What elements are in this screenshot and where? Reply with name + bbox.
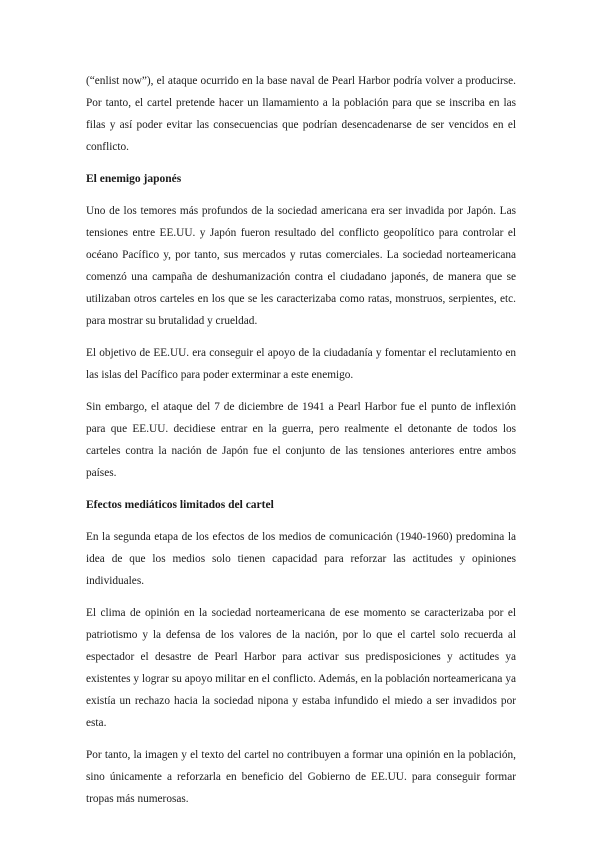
paragraph-temores: Uno de los temores más profundos de la sociedad americana era ser invadida por Japón. Las tensiones entre EE.UU. y Japón fueron resultado del conflicto geopolítico para controlar el océano Pacífico y, por tanto, sus mercados y rutas comerciales. La sociedad norteamericana comenzó una campaña de deshumanización contra el ciudadano japonés, de manera que se utilizaban otros carteles en los que se les caracterizaba como ratas, monstruos, serpientes, etc. para mostrar su brutalidad y crueldad. bbox=[86, 205, 516, 327]
paragraph-por-tanto: Por tanto, la imagen y el texto del cartel no contribuyen a formar una opinión en la población, sino únicamente a reforzarla en beneficio del Gobierno de EE.UU. para conseguir formar tropas más numerosas. bbox=[86, 749, 516, 805]
heading-efectos-mediaticos: Efectos mediáticos limitados del cartel bbox=[86, 499, 274, 511]
paragraph-objetivo: El objetivo de EE.UU. era conseguir el apoyo de la ciudadanía y fomentar el reclutamiento en las islas del Pacífico para poder exterminar a este enemigo. bbox=[86, 347, 516, 381]
heading-enemigo-japones: El enemigo japonés bbox=[86, 173, 182, 185]
paragraph-enlist-now: (“enlist now”), el ataque ocurrido en la base naval de Pearl Harbor podría volver a producirse. Por tanto, el cartel pretende hacer un llamamiento a la población para que se inscriba en las filas y así poder evitar las consecuencias que podrían desencadenarse de ser vencidos en el conflicto. bbox=[86, 75, 516, 153]
paragraph-clima-opinion: El clima de opinión en la sociedad norteamericana de ese momento se caracterizaba por el patriotismo y la defensa de los valores de la nación, por lo que el cartel solo recuerda al espectador el desastre de Pearl Harbor para activar sus predisposiciones y actitudes ya existentes y lograr su apoyo militar en el conflicto. Además, en la población norteamericana ya existía un rechazo hacia la sociedad nipona y estaba infundido el miedo a ser invadidos por esta. bbox=[86, 607, 516, 729]
document-body bbox=[86, 70, 516, 820]
paragraph-sin-embargo: Sin embargo, el ataque del 7 de diciembre de 1941 a Pearl Harbor fue el punto de inflexión para que EE.UU. decidiese entrar en la guerra, pero realmente el detonante de todos los carteles contra la nación de Japón fue el conjunto de las tensiones anteriores entre ambos países. bbox=[86, 401, 516, 479]
paragraph-segunda-etapa: En la segunda etapa de los efectos de los medios de comunicación (1940-1960) predomina la idea de que los medios solo tienen capacidad para reforzar las actitudes y opiniones individuales. bbox=[86, 531, 516, 587]
